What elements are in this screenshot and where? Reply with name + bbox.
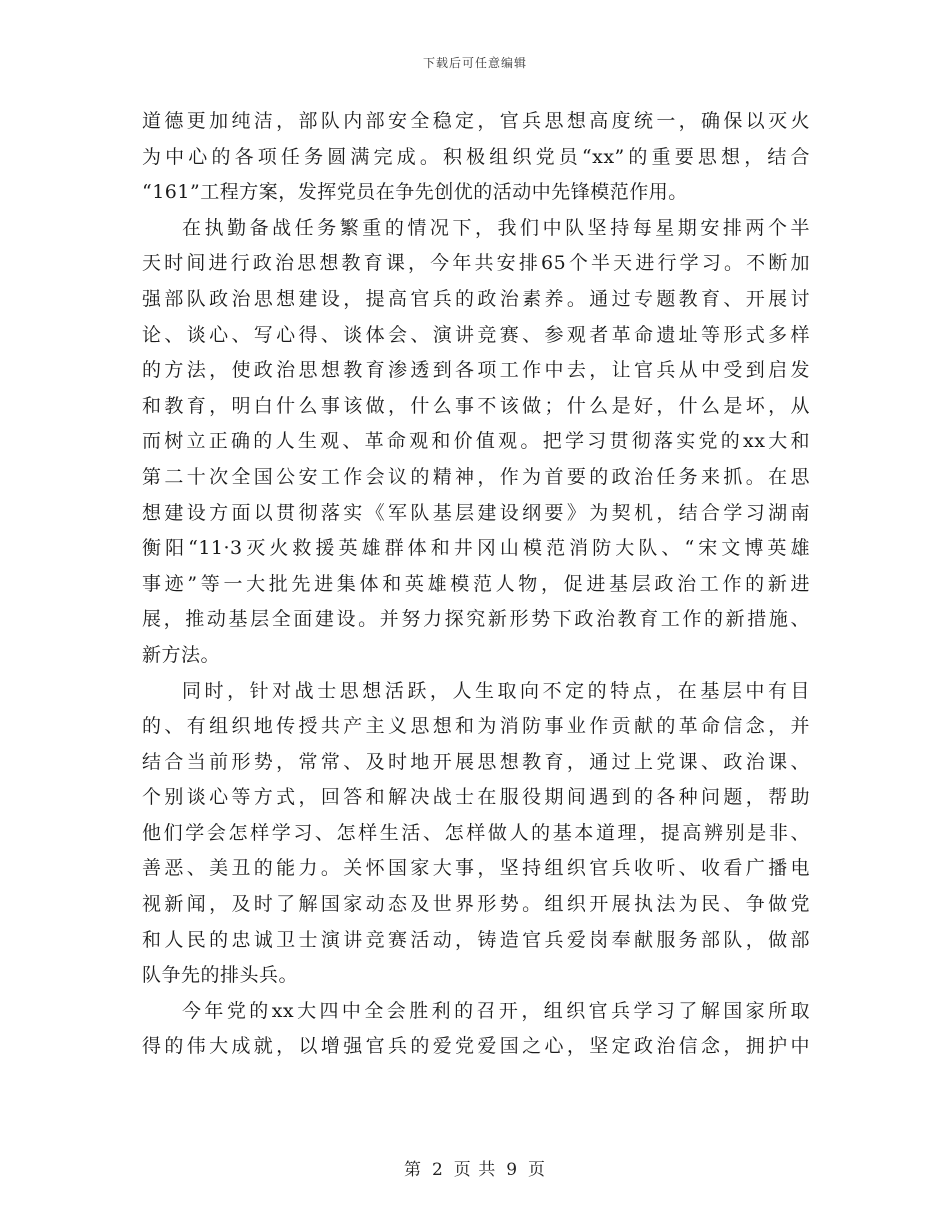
paragraph bbox=[142, 104, 810, 211]
text-line: 为中心的各项任务圆满完成。积极组织党员“xx”的重要思想，结合 bbox=[142, 145, 810, 168]
paragraph bbox=[142, 211, 810, 674]
text-line: 强部队政治思想建设，提高官兵的政治素养。通过专题教育、开展讨 bbox=[142, 287, 810, 310]
document-body bbox=[142, 104, 810, 1065]
text-line: 想建设方面以贯彻落实《军队基层建设纲要》为契机，结合学习湖南 bbox=[142, 501, 810, 524]
text-line: 新方法。 bbox=[142, 643, 221, 666]
page-footer bbox=[0, 1155, 950, 1180]
text-line: 他们学会怎样学习、怎样生活、怎样做人的基本道理，提高辨别是非、 bbox=[142, 821, 810, 844]
text-line: 道德更加纯洁，部队内部安全稳定，官兵思想高度统一，确保以灭火 bbox=[142, 110, 810, 132]
text-line: 结合当前形势，常常、及时地开展思想教育，通过上党课、政治课、 bbox=[142, 750, 810, 773]
footer-middle: 页 共 bbox=[453, 1160, 497, 1180]
text-line: 和人民的忠诚卫士演讲竞赛活动，铸造官兵爱岗奉献服务部队，做部 bbox=[142, 928, 810, 951]
text-line: “161”工程方案，发挥党员在争先创优的活动中先锋模范作用。 bbox=[142, 181, 688, 204]
text-line: 视新闻，及时了解国家动态及世界形势。组织开展执法为民、争做党 bbox=[142, 893, 810, 916]
text-line: 同时，针对战士思想活跃，人生取向不定的特点，在基层中有目 bbox=[182, 679, 810, 702]
footer-suffix: 页 bbox=[528, 1160, 547, 1180]
footer-total-pages: 9 bbox=[506, 1160, 519, 1180]
text-line: 第二十次全国公安工作会议的精神，作为首要的政治任务来抓。在思 bbox=[142, 465, 810, 488]
text-line: 和教育，明白什么事该做，什么事不该做；什么是好，什么是坏，从 bbox=[142, 394, 810, 417]
footer-prefix: 第 bbox=[403, 1160, 422, 1180]
text-line: 展，推动基层全面建设。并努力探究新形势下政治教育工作的新措施、 bbox=[142, 608, 810, 631]
text-line: 在执勤备战任务繁重的情况下，我们中队坚持每星期安排两个半 bbox=[182, 216, 810, 239]
text-line: 论、谈心、写心得、谈体会、演讲竞赛、参观者革命遗址等形式多样 bbox=[142, 323, 810, 346]
paragraph bbox=[142, 674, 810, 994]
text-line: 衡阳“11·3灭火救援英雄群体和井冈山模范消防大队、“宋文博英雄 bbox=[142, 537, 810, 560]
text-line: 善恶、美丑的能力。关怀国家大事，坚持组织官兵收听、收看广播电 bbox=[142, 857, 810, 880]
text-line: 事迹”等一大批先进集体和英雄模范人物，促进基层政治工作的新进 bbox=[142, 572, 810, 595]
text-line: 得的伟大成就，以增强官兵的爱党爱国之心，坚定政治信念，拥护中 bbox=[142, 1035, 810, 1058]
paragraph bbox=[142, 994, 810, 1065]
page-header-note: 下载后可任意编辑 bbox=[422, 56, 527, 70]
text-line: 而树立正确的人生观、革命观和价值观。把学习贯彻落实党的xx大和 bbox=[142, 430, 810, 453]
text-line: 的、有组织地传授共产主义思想和为消防事业作贡献的革命信念，并 bbox=[142, 715, 810, 738]
text-line: 的方法，使政治思想教育渗透到各项工作中去，让官兵从中受到启发 bbox=[142, 359, 810, 382]
text-line: 天时间进行政治思想教育课，今年共安排65个半天进行学习。不断加 bbox=[142, 252, 810, 275]
footer-current-page: 2 bbox=[431, 1160, 444, 1180]
text-line: 今年党的xx大四中全会胜利的召开，组织官兵学习了解国家所取 bbox=[182, 999, 810, 1022]
text-line: 队争先的排头兵。 bbox=[142, 964, 299, 987]
text-line: 个别谈心等方式，回答和解决战士在服役期间遇到的各种问题，帮助 bbox=[142, 786, 810, 809]
